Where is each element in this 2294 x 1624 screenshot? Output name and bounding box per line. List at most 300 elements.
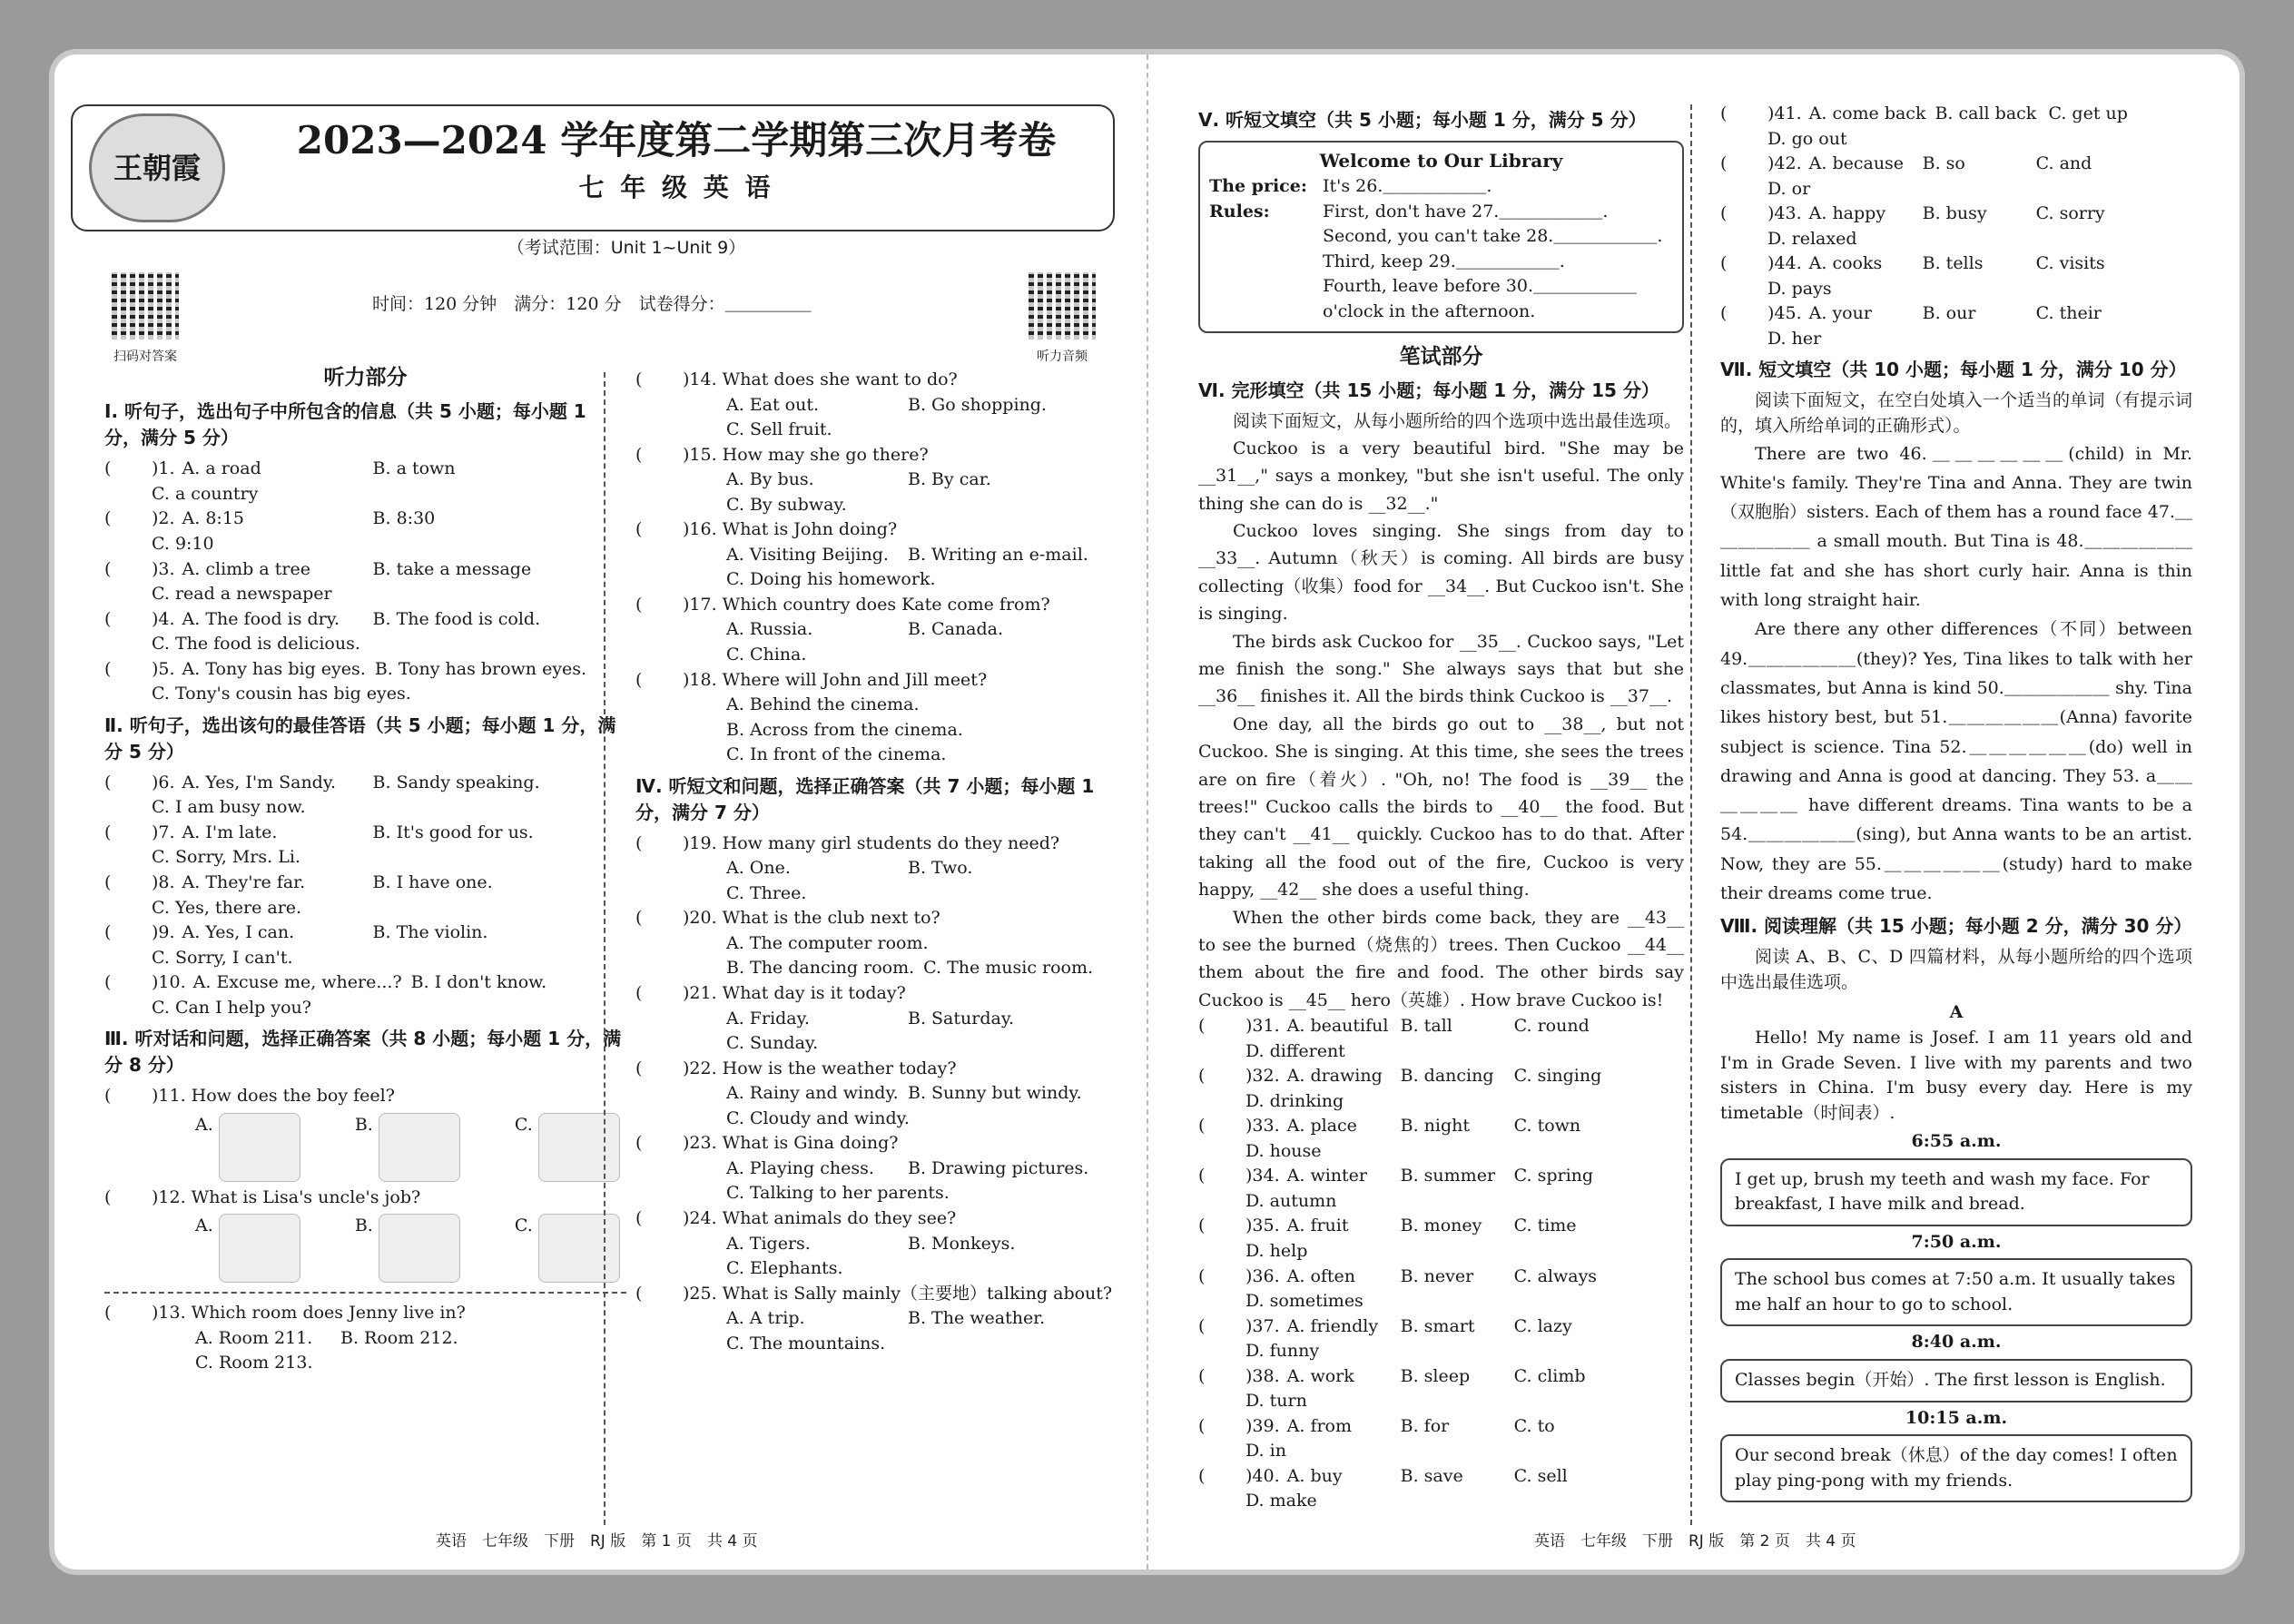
answer-paren[interactable]: ( [635, 1058, 643, 1078]
answer-paren[interactable]: ( [1720, 103, 1728, 123]
option[interactable]: B. busy [1922, 203, 1987, 224]
price-label: The price: [1209, 176, 1307, 196]
option[interactable]: C. spring [1513, 1166, 1594, 1186]
section-5-title: Ⅴ. 听短文填空（共 5 小题；每小题 1 分，满分 5 分） [1198, 109, 1647, 131]
answer-paren[interactable]: ( [104, 772, 112, 792]
page-footer-2: 英语 七年级 下册 RJ 版 第 2 页 共 4 页 [1534, 1532, 1856, 1551]
option[interactable]: A. By bus. [726, 469, 814, 490]
option[interactable]: B. Monkeys. [908, 1233, 1016, 1254]
answer-paren[interactable]: ( [104, 872, 112, 892]
question-text: )18. Where will John and Jill meet? [683, 669, 988, 690]
options [1245, 1464, 1684, 1514]
option[interactable]: A. The computer room. [726, 932, 929, 953]
option[interactable]: A. Room 211. [195, 1327, 313, 1348]
option[interactable]: A. often [1286, 1265, 1356, 1286]
option[interactable]: A. drawing [1286, 1066, 1383, 1087]
cloze-passage [1198, 435, 1684, 1014]
question-number: )5. [152, 658, 175, 679]
option[interactable]: C. Sorry, I can't. [152, 947, 293, 968]
question-row [1198, 1314, 1684, 1364]
option[interactable]: B. tall [1400, 1016, 1452, 1037]
option[interactable]: D. drinking [1245, 1090, 1344, 1111]
question-row [635, 668, 1130, 768]
option[interactable]: A. from [1286, 1415, 1353, 1436]
question-number: )42. [1767, 153, 1802, 174]
option[interactable]: C. to [1513, 1415, 1555, 1436]
question-row [635, 1282, 1130, 1357]
answer-paren[interactable]: ( [635, 1283, 643, 1304]
option[interactable]: B. for [1400, 1415, 1450, 1436]
answer-paren[interactable]: ( [1720, 153, 1728, 174]
option[interactable]: A. come back [1808, 103, 1926, 123]
question-text: )16. What is John doing? [683, 519, 898, 540]
option[interactable]: B. I don't know. [410, 972, 547, 993]
answer-paren[interactable]: ( [1198, 1415, 1206, 1436]
section-8-title: Ⅷ. 阅读理解（共 15 小题；每小题 2 分，满分 30 分） [1720, 915, 2192, 938]
q11-pictures [195, 1113, 626, 1182]
answer-paren[interactable]: ( [1198, 1016, 1206, 1037]
option[interactable]: D. sometimes [1245, 1291, 1364, 1312]
question-body [683, 443, 1130, 518]
timetable-entry: Classes begin（开始）. The first lesson is English. [1720, 1359, 2192, 1403]
question-number: )4. [152, 608, 175, 629]
option[interactable]: A. The food is dry. [182, 608, 340, 629]
option[interactable]: A. happy [1808, 203, 1886, 224]
option[interactable]: D. make [1245, 1491, 1317, 1511]
question-text: )11. How does the boy feel? [152, 1086, 395, 1107]
option[interactable]: A. Excuse me, where...? [192, 972, 402, 993]
option[interactable]: A. cooks [1808, 253, 1883, 274]
question-row [1198, 1064, 1684, 1114]
answer-paren[interactable]: ( [635, 1207, 643, 1228]
options [726, 393, 1130, 443]
option-letter: A. [195, 1114, 213, 1135]
option[interactable]: A. your [1808, 303, 1872, 324]
option[interactable]: A. Rainy and windy. [726, 1083, 899, 1104]
qr-left-label: 扫码对答案 [113, 349, 177, 364]
question-text: )23. What is Gina doing? [683, 1133, 899, 1154]
timetable-entry: Our second break（休息）of the day comes! I often play ping-pong with my friends. [1720, 1434, 2192, 1502]
option[interactable]: D. pays [1767, 278, 1832, 299]
timetable-time: 6:55 a.m. [1911, 1131, 2002, 1152]
option[interactable]: C. The music room. [923, 958, 1094, 979]
library-box [1198, 141, 1684, 333]
option[interactable]: A. Visiting Beijing. [726, 544, 889, 565]
section-2-title: Ⅱ. 听句子，选出该句的最佳答语（共 5 小题；每小题 1 分，满分 5 分） [104, 714, 616, 763]
option-letter: B. [354, 1216, 373, 1236]
option[interactable]: B. The food is cold. [372, 608, 541, 629]
option[interactable]: D. house [1245, 1140, 1322, 1161]
question-text: )20. What is the club next to? [683, 908, 940, 929]
option[interactable]: A. work [1286, 1365, 1354, 1386]
question-body [1245, 1314, 1684, 1364]
option[interactable]: B. 8:30 [372, 508, 436, 529]
question-text: )13. Which room does Jenny live in? [152, 1303, 466, 1324]
question-row [104, 457, 626, 507]
option[interactable]: D. go out [1767, 128, 1847, 149]
rules-label: Rules: [1209, 201, 1270, 221]
option[interactable]: D. in [1245, 1441, 1286, 1462]
qr-audio[interactable] [1026, 272, 1098, 366]
question-row [635, 1206, 1130, 1282]
option[interactable]: A. Playing chess. [726, 1157, 874, 1178]
question-body [683, 368, 1130, 443]
option[interactable]: A. Yes, I can. [182, 922, 295, 943]
option[interactable]: A. climb a tree [182, 558, 310, 579]
option[interactable]: D. or [1767, 178, 1811, 199]
option[interactable]: B. It's good for us. [372, 822, 534, 842]
answer-paren[interactable]: ( [635, 908, 643, 929]
answer-paren[interactable]: ( [104, 558, 112, 579]
police-picture [379, 1214, 460, 1283]
answer-paren[interactable]: ( [1198, 1465, 1206, 1486]
question-row [1720, 152, 2192, 202]
option[interactable]: D. her [1767, 328, 1822, 349]
option[interactable]: B. night [1400, 1116, 1471, 1137]
q12-pictures [195, 1214, 626, 1283]
question-number: )36. [1245, 1265, 1280, 1286]
question-body [683, 668, 1130, 768]
option[interactable]: B. tells [1922, 253, 1984, 274]
option[interactable]: D. turn [1245, 1391, 1307, 1412]
options [1245, 1364, 1684, 1414]
exam-title: 2023—2024 学年度第二学期第三次月考卷 [296, 118, 1057, 162]
option[interactable]: B. a town [372, 458, 456, 479]
option-letter: C. [514, 1114, 533, 1135]
section-3-title: Ⅲ. 听对话和问题，选择正确答案（共 8 小题；每小题 1 分，满分 8 分） [104, 1028, 622, 1077]
option[interactable]: C. Room 213. [195, 1353, 313, 1373]
question-row [1720, 202, 2192, 251]
option[interactable]: C. China. [726, 645, 807, 665]
question-body [1245, 1364, 1684, 1414]
option[interactable]: B. By car. [908, 469, 991, 490]
option-letter: A. [195, 1216, 213, 1236]
question-text: )12. What is Lisa's uncle's job? [152, 1186, 421, 1207]
question-body [1245, 1464, 1684, 1514]
answer-paren[interactable]: ( [1720, 303, 1728, 324]
questions-41-45 [1720, 102, 2192, 351]
option[interactable]: C. sorry [2035, 203, 2105, 224]
passage-a-text: Hello! My name is Josef. I am 11 years old and I'm in Grade Seven. I live with my parents and two sisters in China. I'm busy every day. Here is my timetable（时间表）. [1720, 1027, 2192, 1123]
answer-paren[interactable]: ( [104, 458, 112, 479]
option[interactable]: C. their [2035, 303, 2102, 324]
question-number: )10. [152, 972, 186, 993]
fold-line [1147, 54, 1148, 1570]
option[interactable]: A. beautiful [1286, 1016, 1389, 1037]
option[interactable]: C. singing [1513, 1066, 1602, 1087]
answer-paren[interactable]: ( [1198, 1315, 1206, 1336]
question-body [152, 657, 626, 707]
option[interactable]: D. different [1245, 1040, 1345, 1061]
question-number: )8. [152, 872, 175, 892]
options [152, 821, 626, 871]
option[interactable]: C. Cloudy and windy. [726, 1107, 910, 1128]
answer-paren[interactable]: ( [1198, 1216, 1206, 1236]
option[interactable]: C. sell [1513, 1465, 1568, 1486]
option[interactable]: A. They're far. [182, 872, 306, 892]
answer-paren[interactable]: ( [635, 983, 643, 1004]
option[interactable]: C. Sorry, Mrs. Li. [152, 847, 300, 868]
options [1245, 1214, 1684, 1264]
option[interactable]: B. dancing [1400, 1066, 1494, 1087]
question-number: )39. [1245, 1415, 1280, 1436]
option[interactable]: B. call back [1935, 103, 2037, 123]
question-row [1198, 1214, 1684, 1264]
answer-paren[interactable]: ( [635, 369, 643, 389]
option[interactable]: A. Tony has big eyes. [182, 658, 366, 679]
column-1 [104, 363, 626, 1376]
listening-title: 听力部分 [323, 366, 408, 389]
option[interactable]: D. autumn [1245, 1190, 1337, 1211]
option[interactable]: C. Elephants. [726, 1258, 843, 1279]
cloze-paragraph: Cuckoo is a very beautiful bird. "She may be __31__," says a monkey, "but she isn't useful. The only thing she can do is __32__." [1198, 438, 1684, 514]
column-2 [635, 368, 1130, 1356]
option[interactable]: C. Tony's cousin has big eyes. [152, 684, 411, 704]
answer-paren[interactable]: ( [1198, 1365, 1206, 1386]
question-row [104, 821, 626, 871]
cloze-paragraph: The birds ask Cuckoo for __35__. Cuckoo says, "Let me finish the song." She always says that but she __36__ finishes it. All the birds think Cuckoo is __37__. [1198, 631, 1684, 707]
question-number: )3. [152, 558, 175, 579]
option[interactable]: C. round [1513, 1016, 1590, 1037]
option[interactable]: A. A trip. [726, 1308, 805, 1329]
answer-paren[interactable]: ( [104, 972, 112, 993]
question-row [1720, 102, 2192, 152]
option[interactable]: A. buy [1286, 1465, 1343, 1486]
option[interactable]: C. Three. [726, 882, 807, 903]
exam-meta: 时间：120 分钟 满分：120 分 试卷得分：＿＿＿＿＿ [372, 294, 812, 314]
option[interactable]: C. Yes, there are. [152, 897, 302, 918]
question-body [152, 920, 626, 970]
timetable-time: 7:50 a.m. [1911, 1231, 2002, 1252]
question-body [683, 1206, 1130, 1282]
option[interactable]: A. 8:15 [182, 508, 245, 529]
question-row [1720, 301, 2192, 351]
answer-paren[interactable]: ( [635, 444, 643, 465]
option[interactable]: B. Two. [908, 858, 973, 879]
question-body [683, 517, 1130, 593]
option[interactable]: C. 9:10 [152, 533, 214, 554]
answer-paren[interactable]: ( [635, 1133, 643, 1154]
qr-answers[interactable] [109, 272, 182, 366]
option-letter: B. [354, 1114, 373, 1135]
section-6-title: Ⅵ. 完形填空（共 15 小题；每小题 1 分，满分 15 分） [1198, 379, 1659, 402]
pic-option-b[interactable] [355, 1214, 460, 1283]
option[interactable]: D. funny [1245, 1341, 1320, 1362]
answer-paren[interactable]: ( [104, 608, 112, 629]
option[interactable]: C. climb [1513, 1365, 1586, 1386]
options [152, 871, 626, 920]
question-body [152, 871, 626, 920]
answer-paren[interactable]: ( [104, 922, 112, 943]
option[interactable]: C. Doing his homework. [726, 569, 936, 590]
section-7-title: Ⅶ. 短文填空（共 10 小题；每小题 1 分，满分 10 分） [1720, 359, 2187, 381]
options [1767, 152, 2192, 202]
answer-paren[interactable]: ( [1198, 1265, 1206, 1286]
section-4-questions [635, 832, 1130, 1356]
section-7-passage [1720, 439, 2192, 909]
question-body [152, 607, 626, 657]
options [1767, 202, 2192, 251]
pic-option-a[interactable] [195, 1214, 300, 1283]
option[interactable]: C. always [1513, 1265, 1598, 1286]
option[interactable]: A. because [1808, 153, 1905, 174]
options [152, 920, 626, 970]
options [726, 468, 1130, 517]
answer-paren[interactable]: ( [1198, 1116, 1206, 1137]
option[interactable]: C. Sunday. [726, 1033, 819, 1054]
option[interactable]: C. By subway. [726, 494, 847, 515]
option[interactable]: B. The violin. [372, 922, 488, 943]
question-text: )15. How may she go there? [683, 444, 929, 465]
question-row [635, 593, 1130, 668]
option[interactable]: A. winter [1286, 1166, 1367, 1186]
question-number: )35. [1245, 1216, 1280, 1236]
option[interactable]: B. The weather. [908, 1308, 1046, 1329]
option[interactable]: B. smart [1400, 1315, 1475, 1336]
option[interactable]: B. money [1400, 1216, 1482, 1236]
column-divider [1690, 104, 1692, 1525]
option[interactable]: C. lazy [1513, 1315, 1572, 1336]
option[interactable]: C. time [1513, 1216, 1577, 1236]
answer-paren[interactable]: ( [104, 658, 112, 679]
question-row [635, 368, 1130, 443]
option[interactable]: A. fruit [1286, 1216, 1349, 1236]
option[interactable]: C. Can I help you? [152, 997, 311, 1018]
answer-paren[interactable]: ( [1720, 253, 1728, 274]
option[interactable]: B. never [1400, 1265, 1474, 1286]
exam-paper [54, 54, 2240, 1570]
option[interactable]: B. Room 212. [340, 1327, 458, 1348]
option[interactable]: A. Behind the cinema. [726, 694, 920, 715]
option[interactable]: B. Across from the cinema. [726, 719, 963, 740]
options [1245, 1414, 1684, 1464]
option[interactable]: C. town [1513, 1116, 1581, 1137]
question-number: )40. [1245, 1465, 1280, 1486]
option[interactable]: A. Friday. [726, 1008, 810, 1029]
option[interactable]: A. place [1286, 1116, 1357, 1137]
question-number: )2. [152, 508, 175, 529]
fill-paragraph: There are two 46.＿＿＿＿＿＿(child) in Mr. White's family. They're Tina and Anna. They are twin（双胞胎）sisters. Each of them has a round face 47.＿＿＿＿＿＿ a small mouth. But Tina is 48.＿＿＿＿＿＿ little fat and she has short curly hair. Anna is thin with long straight hair. [1720, 443, 2192, 611]
option[interactable]: D. relaxed [1767, 228, 1857, 249]
answer-paren[interactable]: ( [1198, 1166, 1206, 1186]
option[interactable]: B. I have one. [372, 872, 493, 892]
section-1-title: Ⅰ. 听句子，选出句子中所包含的信息（共 5 小题；每小题 1 分，满分 5 分） [104, 400, 586, 449]
option[interactable]: B. so [1922, 153, 1965, 174]
option[interactable]: B. Sunny but windy. [908, 1083, 1082, 1104]
boy-picture [538, 1113, 620, 1182]
library-line: Fourth, leave before 30.＿＿＿＿＿＿ [1323, 276, 1637, 297]
answer-paren[interactable]: ( [104, 508, 112, 529]
option[interactable]: C. a country [152, 483, 259, 504]
option[interactable]: B. Tony has brown eyes. [374, 658, 587, 679]
option[interactable]: B. our [1922, 303, 1976, 324]
option[interactable]: C. The mountains. [726, 1333, 886, 1353]
option[interactable]: C. Sell fruit. [726, 419, 832, 440]
answer-paren[interactable]: ( [104, 822, 112, 842]
option[interactable]: C. The food is delicious. [152, 634, 360, 655]
options [152, 607, 626, 657]
option[interactable]: C. read a newspaper [152, 584, 332, 605]
option[interactable]: B. Go shopping. [908, 394, 1047, 415]
question-12: ( )12. What is Lisa's uncle's job? [104, 1186, 626, 1211]
answer-paren[interactable]: ( [635, 832, 643, 853]
timetable-time: 10:15 a.m. [1905, 1407, 2008, 1428]
answer-paren[interactable]: ( [635, 519, 643, 540]
option[interactable]: C. and [2035, 153, 2092, 174]
answer-paren[interactable]: ( [1720, 203, 1728, 224]
option[interactable]: B. Sandy speaking. [372, 772, 540, 792]
option[interactable]: B. save [1400, 1465, 1463, 1486]
question-13: ( )13. Which room does Jenny live in? [104, 1301, 626, 1326]
option[interactable]: A. friendly [1286, 1315, 1379, 1336]
question-row [1198, 1164, 1684, 1214]
question-body [683, 906, 1130, 981]
answer-paren[interactable]: ( [635, 669, 643, 690]
options [152, 970, 626, 1020]
question-number: )33. [1245, 1116, 1280, 1137]
option[interactable]: B. Saturday. [908, 1008, 1015, 1029]
question-body [152, 970, 626, 1020]
option[interactable]: B. sleep [1400, 1365, 1471, 1386]
question-row [635, 906, 1130, 981]
options [726, 1306, 1130, 1356]
answer-paren[interactable]: ( [1198, 1066, 1206, 1087]
option[interactable]: A. Tigers. [726, 1233, 811, 1254]
option[interactable]: A. Yes, I'm Sandy. [182, 772, 337, 792]
option[interactable]: A. a road [182, 458, 261, 479]
divider [104, 1292, 626, 1294]
questions-14-18 [635, 368, 1130, 768]
section-1-questions [104, 457, 626, 706]
question-row [635, 1131, 1130, 1206]
library-line: o'clock in the afternoon. [1323, 300, 1536, 321]
option[interactable]: B. The dancing room. [726, 958, 915, 979]
option[interactable]: A. I'm late. [182, 822, 278, 842]
option[interactable]: B. summer [1400, 1166, 1496, 1186]
options [1245, 1164, 1684, 1214]
question-row [1198, 1265, 1684, 1314]
question-body [1767, 152, 2192, 202]
timetable-entry: I get up, brush my teeth and wash my face. For breakfast, I have milk and bread. [1720, 1158, 2192, 1226]
option[interactable]: B. take a message [372, 558, 532, 579]
answer-paren[interactable]: ( [635, 594, 643, 615]
boy-picture [219, 1113, 300, 1182]
option[interactable]: B. Writing an e-mail. [908, 544, 1088, 565]
option[interactable]: C. In front of the cinema. [726, 744, 947, 765]
option[interactable]: B. Canada. [908, 619, 1004, 640]
question-row [635, 832, 1130, 907]
question-body [152, 821, 626, 871]
option[interactable]: D. help [1245, 1241, 1308, 1262]
pic-option-b[interactable] [355, 1113, 460, 1182]
option[interactable]: B. Drawing pictures. [908, 1157, 1089, 1178]
cloze-paragraph: When the other birds come back, they are __43__ to see the burned（烧焦的）trees. Then Cuckoo __44__ them about the fire and food. The other birds say Cuckoo is __45__ hero（英雄）. How brave Cuckoo is! [1198, 907, 1684, 1010]
option[interactable]: C. I am busy now. [152, 797, 306, 818]
qr-right-label: 听力音频 [1037, 349, 1088, 364]
option[interactable]: C. Talking to her parents. [726, 1183, 950, 1204]
options [726, 1156, 1130, 1206]
option[interactable]: A. Eat out. [726, 394, 820, 415]
option[interactable]: A. Russia. [726, 619, 813, 640]
question-row [104, 507, 626, 556]
option[interactable]: C. visits [2035, 253, 2105, 274]
q13-options [195, 1326, 626, 1376]
pic-option-a[interactable] [195, 1113, 300, 1182]
option[interactable]: A. One. [726, 858, 791, 879]
options [1245, 1265, 1684, 1314]
option[interactable]: C. get up [2048, 103, 2128, 123]
fill-paragraph: Are there any other differences（不同）between 49.＿＿＿＿＿＿(they)? Yes, Tina likes to talk with her classmates, but Anna is kind 50.＿＿＿＿＿＿ shy. Tina likes history best, but 51.＿＿＿＿＿＿(Anna) favorite subject is science. Tina 52.＿＿＿＿＿＿(do) well in drawing and Anna is good at dancing. They 53. a＿＿＿＿＿＿ have different dreams. Tina wants to be a 54.＿＿＿＿＿＿(sing), but Anna wants to be an artist. Now, they are 55.＿＿＿＿＿＿(study) hard to make their dreams come true. [1720, 619, 2192, 904]
